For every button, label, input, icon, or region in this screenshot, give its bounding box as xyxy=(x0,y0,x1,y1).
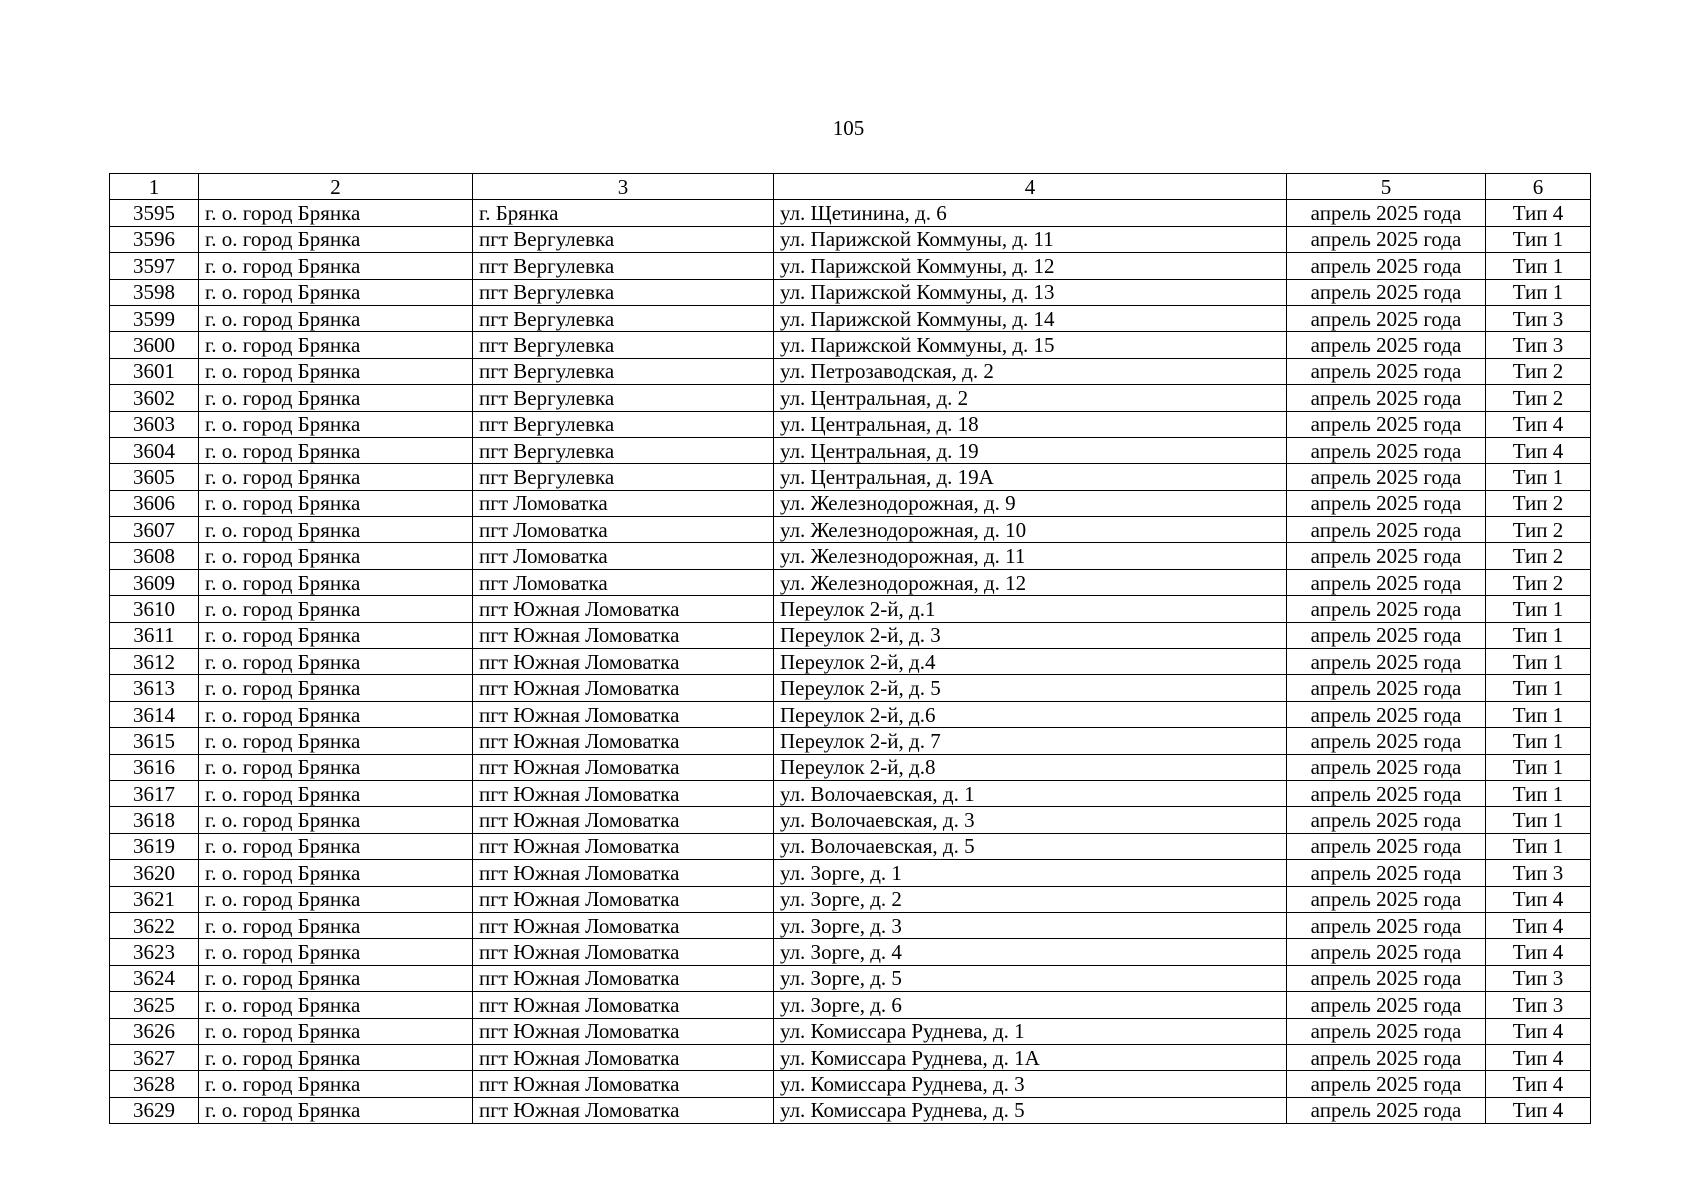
cell-address: ул. Петрозаводская, д. 2 xyxy=(774,358,1287,384)
table-row xyxy=(110,517,1591,543)
cell-municipality: г. о. город Брянка xyxy=(199,332,473,358)
cell-municipality: г. о. город Брянка xyxy=(199,939,473,965)
cell-municipality: г. о. город Брянка xyxy=(199,675,473,701)
cell-address: ул. Железнодорожная, д. 10 xyxy=(774,517,1287,543)
cell-row-number: 3611 xyxy=(110,622,199,648)
cell-address: Переулок 2-й, д.1 xyxy=(774,596,1287,622)
cell-type: Тип 4 xyxy=(1486,200,1591,226)
cell-row-number: 3627 xyxy=(110,1044,199,1070)
cell-settlement: пгт Южная Ломоватка xyxy=(473,807,774,833)
cell-type: Тип 4 xyxy=(1486,1018,1591,1044)
cell-row-number: 3621 xyxy=(110,886,199,912)
cell-type: Тип 2 xyxy=(1486,543,1591,569)
header-cell-1: 1 xyxy=(110,174,199,200)
cell-row-number: 3610 xyxy=(110,596,199,622)
cell-type: Тип 1 xyxy=(1486,596,1591,622)
cell-address: ул. Зорге, д. 2 xyxy=(774,886,1287,912)
cell-municipality: г. о. город Брянка xyxy=(199,807,473,833)
cell-period: апрель 2025 года xyxy=(1287,728,1486,754)
cell-row-number: 3617 xyxy=(110,780,199,806)
cell-municipality: г. о. город Брянка xyxy=(199,279,473,305)
cell-address: ул. Парижской Коммуны, д. 11 xyxy=(774,226,1287,252)
cell-type: Тип 3 xyxy=(1486,992,1591,1018)
cell-settlement: пгт Вергулевка xyxy=(473,358,774,384)
cell-period: апрель 2025 года xyxy=(1287,596,1486,622)
cell-row-number: 3614 xyxy=(110,701,199,727)
table-row xyxy=(110,649,1591,675)
cell-settlement: пгт Южная Ломоватка xyxy=(473,1071,774,1097)
cell-type: Тип 3 xyxy=(1486,965,1591,991)
cell-period: апрель 2025 года xyxy=(1287,622,1486,648)
cell-row-number: 3603 xyxy=(110,411,199,437)
cell-address: ул. Щетинина, д. 6 xyxy=(774,200,1287,226)
cell-settlement: пгт Южная Ломоватка xyxy=(473,992,774,1018)
cell-municipality: г. о. город Брянка xyxy=(199,569,473,595)
table-row xyxy=(110,490,1591,516)
cell-type: Тип 1 xyxy=(1486,622,1591,648)
cell-address: ул. Волочаевская, д. 5 xyxy=(774,833,1287,859)
table-row xyxy=(110,411,1591,437)
cell-address: ул. Парижской Коммуны, д. 14 xyxy=(774,305,1287,331)
cell-type: Тип 1 xyxy=(1486,226,1591,252)
cell-period: апрель 2025 года xyxy=(1287,965,1486,991)
cell-settlement: пгт Южная Ломоватка xyxy=(473,728,774,754)
cell-municipality: г. о. город Брянка xyxy=(199,754,473,780)
cell-period: апрель 2025 года xyxy=(1287,992,1486,1018)
cell-row-number: 3596 xyxy=(110,226,199,252)
cell-period: апрель 2025 года xyxy=(1287,1097,1486,1123)
cell-municipality: г. о. город Брянка xyxy=(199,860,473,886)
table-row xyxy=(110,1097,1591,1123)
cell-municipality: г. о. город Брянка xyxy=(199,1044,473,1070)
cell-municipality: г. о. город Брянка xyxy=(199,728,473,754)
cell-settlement: пгт Южная Ломоватка xyxy=(473,860,774,886)
cell-row-number: 3595 xyxy=(110,200,199,226)
cell-period: апрель 2025 года xyxy=(1287,200,1486,226)
cell-period: апрель 2025 года xyxy=(1287,517,1486,543)
cell-municipality: г. о. город Брянка xyxy=(199,992,473,1018)
cell-row-number: 3600 xyxy=(110,332,199,358)
table-row xyxy=(110,226,1591,252)
cell-period: апрель 2025 года xyxy=(1287,385,1486,411)
cell-type: Тип 4 xyxy=(1486,411,1591,437)
cell-period: апрель 2025 года xyxy=(1287,649,1486,675)
cell-type: Тип 1 xyxy=(1486,649,1591,675)
cell-row-number: 3628 xyxy=(110,1071,199,1097)
cell-type: Тип 2 xyxy=(1486,358,1591,384)
table-row xyxy=(110,200,1591,226)
cell-municipality: г. о. город Брянка xyxy=(199,464,473,490)
cell-row-number: 3598 xyxy=(110,279,199,305)
cell-period: апрель 2025 года xyxy=(1287,833,1486,859)
table-row xyxy=(110,965,1591,991)
cell-type: Тип 2 xyxy=(1486,385,1591,411)
table-row xyxy=(110,675,1591,701)
cell-municipality: г. о. город Брянка xyxy=(199,912,473,938)
cell-row-number: 3616 xyxy=(110,754,199,780)
cell-settlement: г. Брянка xyxy=(473,200,774,226)
cell-row-number: 3608 xyxy=(110,543,199,569)
cell-settlement: пгт Южная Ломоватка xyxy=(473,596,774,622)
cell-municipality: г. о. город Брянка xyxy=(199,701,473,727)
header-cell-3: 3 xyxy=(473,174,774,200)
cell-period: апрель 2025 года xyxy=(1287,754,1486,780)
cell-row-number: 3619 xyxy=(110,833,199,859)
cell-address: ул. Парижской Коммуны, д. 15 xyxy=(774,332,1287,358)
cell-municipality: г. о. город Брянка xyxy=(199,200,473,226)
cell-period: апрель 2025 года xyxy=(1287,358,1486,384)
header-cell-4: 4 xyxy=(774,174,1287,200)
cell-type: Тип 2 xyxy=(1486,490,1591,516)
cell-period: апрель 2025 года xyxy=(1287,780,1486,806)
cell-row-number: 3618 xyxy=(110,807,199,833)
cell-municipality: г. о. город Брянка xyxy=(199,780,473,806)
cell-municipality: г. о. город Брянка xyxy=(199,596,473,622)
cell-row-number: 3624 xyxy=(110,965,199,991)
cell-period: апрель 2025 года xyxy=(1287,411,1486,437)
cell-period: апрель 2025 года xyxy=(1287,437,1486,463)
cell-period: апрель 2025 года xyxy=(1287,939,1486,965)
table-row xyxy=(110,912,1591,938)
cell-type: Тип 4 xyxy=(1486,886,1591,912)
cell-settlement: пгт Ломоватка xyxy=(473,569,774,595)
cell-period: апрель 2025 года xyxy=(1287,886,1486,912)
cell-period: апрель 2025 года xyxy=(1287,464,1486,490)
cell-municipality: г. о. город Брянка xyxy=(199,965,473,991)
header-row xyxy=(110,174,1591,200)
cell-municipality: г. о. город Брянка xyxy=(199,226,473,252)
cell-type: Тип 4 xyxy=(1486,1071,1591,1097)
cell-address: ул. Зорге, д. 3 xyxy=(774,912,1287,938)
cell-settlement: пгт Южная Ломоватка xyxy=(473,965,774,991)
cell-municipality: г. о. город Брянка xyxy=(199,622,473,648)
cell-municipality: г. о. город Брянка xyxy=(199,490,473,516)
cell-settlement: пгт Южная Ломоватка xyxy=(473,622,774,648)
cell-address: ул. Волочаевская, д. 1 xyxy=(774,780,1287,806)
cell-settlement: пгт Южная Ломоватка xyxy=(473,1044,774,1070)
cell-municipality: г. о. город Брянка xyxy=(199,358,473,384)
cell-row-number: 3620 xyxy=(110,860,199,886)
cell-type: Тип 1 xyxy=(1486,701,1591,727)
cell-address: Переулок 2-й, д. 7 xyxy=(774,728,1287,754)
cell-period: апрель 2025 года xyxy=(1287,226,1486,252)
cell-period: апрель 2025 года xyxy=(1287,912,1486,938)
cell-row-number: 3613 xyxy=(110,675,199,701)
table-row xyxy=(110,305,1591,331)
cell-address: Переулок 2-й, д.8 xyxy=(774,754,1287,780)
cell-settlement: пгт Вергулевка xyxy=(473,332,774,358)
cell-municipality: г. о. город Брянка xyxy=(199,886,473,912)
header-cell-5: 5 xyxy=(1287,174,1486,200)
page-number: 105 xyxy=(832,116,865,140)
cell-municipality: г. о. город Брянка xyxy=(199,1097,473,1123)
cell-settlement: пгт Южная Ломоватка xyxy=(473,780,774,806)
cell-municipality: г. о. город Брянка xyxy=(199,385,473,411)
cell-type: Тип 3 xyxy=(1486,305,1591,331)
cell-address: Переулок 2-й, д. 3 xyxy=(774,622,1287,648)
cell-address: ул. Комиссара Руднева, д. 5 xyxy=(774,1097,1287,1123)
cell-address: ул. Зорге, д. 5 xyxy=(774,965,1287,991)
cell-type: Тип 2 xyxy=(1486,517,1591,543)
header-cell-2: 2 xyxy=(199,174,473,200)
cell-settlement: пгт Вергулевка xyxy=(473,279,774,305)
cell-settlement: пгт Вергулевка xyxy=(473,411,774,437)
cell-municipality: г. о. город Брянка xyxy=(199,543,473,569)
cell-address: ул. Центральная, д. 18 xyxy=(774,411,1287,437)
cell-row-number: 3604 xyxy=(110,437,199,463)
table-row xyxy=(110,1044,1591,1070)
cell-period: апрель 2025 года xyxy=(1287,675,1486,701)
cell-type: Тип 1 xyxy=(1486,253,1591,279)
table-row xyxy=(110,253,1591,279)
cell-row-number: 3623 xyxy=(110,939,199,965)
cell-period: апрель 2025 года xyxy=(1287,860,1486,886)
cell-type: Тип 1 xyxy=(1486,780,1591,806)
cell-period: апрель 2025 года xyxy=(1287,1071,1486,1097)
cell-municipality: г. о. город Брянка xyxy=(199,305,473,331)
cell-settlement: пгт Южная Ломоватка xyxy=(473,886,774,912)
cell-type: Тип 1 xyxy=(1486,833,1591,859)
table-row xyxy=(110,780,1591,806)
cell-address: ул. Центральная, д. 19А xyxy=(774,464,1287,490)
table-row xyxy=(110,807,1591,833)
table-row xyxy=(110,1071,1591,1097)
cell-row-number: 3602 xyxy=(110,385,199,411)
table-row xyxy=(110,833,1591,859)
cell-row-number: 3601 xyxy=(110,358,199,384)
cell-settlement: пгт Ломоватка xyxy=(473,517,774,543)
cell-address: ул. Железнодорожная, д. 9 xyxy=(774,490,1287,516)
cell-settlement: пгт Южная Ломоватка xyxy=(473,912,774,938)
cell-settlement: пгт Вергулевка xyxy=(473,464,774,490)
cell-municipality: г. о. город Брянка xyxy=(199,437,473,463)
table-row xyxy=(110,358,1591,384)
table-header xyxy=(110,174,1591,200)
table-row xyxy=(110,569,1591,595)
cell-address: ул. Волочаевская, д. 3 xyxy=(774,807,1287,833)
cell-row-number: 3622 xyxy=(110,912,199,938)
cell-type: Тип 4 xyxy=(1486,437,1591,463)
cell-address: ул. Центральная, д. 19 xyxy=(774,437,1287,463)
cell-settlement: пгт Южная Ломоватка xyxy=(473,675,774,701)
cell-address: Переулок 2-й, д.4 xyxy=(774,649,1287,675)
cell-row-number: 3625 xyxy=(110,992,199,1018)
cell-municipality: г. о. город Брянка xyxy=(199,411,473,437)
table-row xyxy=(110,701,1591,727)
table-row xyxy=(110,754,1591,780)
cell-settlement: пгт Вергулевка xyxy=(473,385,774,411)
cell-address: ул. Центральная, д. 2 xyxy=(774,385,1287,411)
cell-municipality: г. о. город Брянка xyxy=(199,1018,473,1044)
cell-address: ул. Комиссара Руднева, д. 1А xyxy=(774,1044,1287,1070)
cell-type: Тип 1 xyxy=(1486,464,1591,490)
cell-settlement: пгт Южная Ломоватка xyxy=(473,1018,774,1044)
cell-settlement: пгт Южная Ломоватка xyxy=(473,939,774,965)
cell-type: Тип 1 xyxy=(1486,728,1591,754)
cell-settlement: пгт Южная Ломоватка xyxy=(473,754,774,780)
cell-type: Тип 4 xyxy=(1486,1097,1591,1123)
cell-address: ул. Парижской Коммуны, д. 13 xyxy=(774,279,1287,305)
table-row xyxy=(110,860,1591,886)
cell-address: ул. Комиссара Руднева, д. 3 xyxy=(774,1071,1287,1097)
cell-row-number: 3612 xyxy=(110,649,199,675)
cell-address: Переулок 2-й, д.6 xyxy=(774,701,1287,727)
cell-period: апрель 2025 года xyxy=(1287,701,1486,727)
cell-type: Тип 4 xyxy=(1486,939,1591,965)
cell-address: Переулок 2-й, д. 5 xyxy=(774,675,1287,701)
cell-settlement: пгт Ломоватка xyxy=(473,543,774,569)
cell-municipality: г. о. город Брянка xyxy=(199,253,473,279)
cell-address: ул. Железнодорожная, д. 11 xyxy=(774,543,1287,569)
register-table xyxy=(109,173,1591,1124)
cell-municipality: г. о. город Брянка xyxy=(199,833,473,859)
cell-address: ул. Парижской Коммуны, д. 12 xyxy=(774,253,1287,279)
table-row xyxy=(110,596,1591,622)
cell-settlement: пгт Южная Ломоватка xyxy=(473,649,774,675)
cell-type: Тип 3 xyxy=(1486,860,1591,886)
cell-settlement: пгт Вергулевка xyxy=(473,437,774,463)
cell-type: Тип 4 xyxy=(1486,1044,1591,1070)
cell-period: апрель 2025 года xyxy=(1287,305,1486,331)
header-cell-6: 6 xyxy=(1486,174,1591,200)
cell-settlement: пгт Вергулевка xyxy=(473,226,774,252)
cell-address: ул. Железнодорожная, д. 12 xyxy=(774,569,1287,595)
cell-row-number: 3609 xyxy=(110,569,199,595)
cell-type: Тип 3 xyxy=(1486,332,1591,358)
cell-period: апрель 2025 года xyxy=(1287,490,1486,516)
cell-row-number: 3597 xyxy=(110,253,199,279)
table-body xyxy=(110,200,1591,1124)
cell-period: апрель 2025 года xyxy=(1287,1018,1486,1044)
cell-period: апрель 2025 года xyxy=(1287,253,1486,279)
cell-settlement: пгт Южная Ломоватка xyxy=(473,701,774,727)
cell-address: ул. Комиссара Руднева, д. 1 xyxy=(774,1018,1287,1044)
cell-type: Тип 1 xyxy=(1486,279,1591,305)
table-row xyxy=(110,464,1591,490)
cell-type: Тип 1 xyxy=(1486,754,1591,780)
cell-settlement: пгт Вергулевка xyxy=(473,253,774,279)
cell-type: Тип 1 xyxy=(1486,807,1591,833)
cell-municipality: г. о. город Брянка xyxy=(199,649,473,675)
cell-period: апрель 2025 года xyxy=(1287,332,1486,358)
cell-settlement: пгт Южная Ломоватка xyxy=(473,1097,774,1123)
cell-row-number: 3607 xyxy=(110,517,199,543)
cell-address: ул. Зорге, д. 4 xyxy=(774,939,1287,965)
table-row xyxy=(110,332,1591,358)
table-row xyxy=(110,1018,1591,1044)
cell-period: апрель 2025 года xyxy=(1287,569,1486,595)
cell-period: апрель 2025 года xyxy=(1287,1044,1486,1070)
cell-settlement: пгт Вергулевка xyxy=(473,305,774,331)
cell-row-number: 3599 xyxy=(110,305,199,331)
table-row xyxy=(110,279,1591,305)
cell-settlement: пгт Южная Ломоватка xyxy=(473,833,774,859)
cell-row-number: 3615 xyxy=(110,728,199,754)
cell-row-number: 3606 xyxy=(110,490,199,516)
table-row xyxy=(110,939,1591,965)
cell-address: ул. Зорге, д. 1 xyxy=(774,860,1287,886)
cell-municipality: г. о. город Брянка xyxy=(199,1071,473,1097)
table-row xyxy=(110,543,1591,569)
table-row xyxy=(110,728,1591,754)
cell-type: Тип 2 xyxy=(1486,569,1591,595)
table-row xyxy=(110,437,1591,463)
cell-address: ул. Зорге, д. 6 xyxy=(774,992,1287,1018)
table-row xyxy=(110,992,1591,1018)
cell-period: апрель 2025 года xyxy=(1287,543,1486,569)
cell-type: Тип 1 xyxy=(1486,675,1591,701)
cell-period: апрель 2025 года xyxy=(1287,279,1486,305)
cell-municipality: г. о. город Брянка xyxy=(199,517,473,543)
cell-type: Тип 4 xyxy=(1486,912,1591,938)
cell-settlement: пгт Ломоватка xyxy=(473,490,774,516)
cell-period: апрель 2025 года xyxy=(1287,807,1486,833)
cell-row-number: 3626 xyxy=(110,1018,199,1044)
cell-row-number: 3605 xyxy=(110,464,199,490)
table-row xyxy=(110,385,1591,411)
cell-row-number: 3629 xyxy=(110,1097,199,1123)
table-row xyxy=(110,622,1591,648)
table-row xyxy=(110,886,1591,912)
